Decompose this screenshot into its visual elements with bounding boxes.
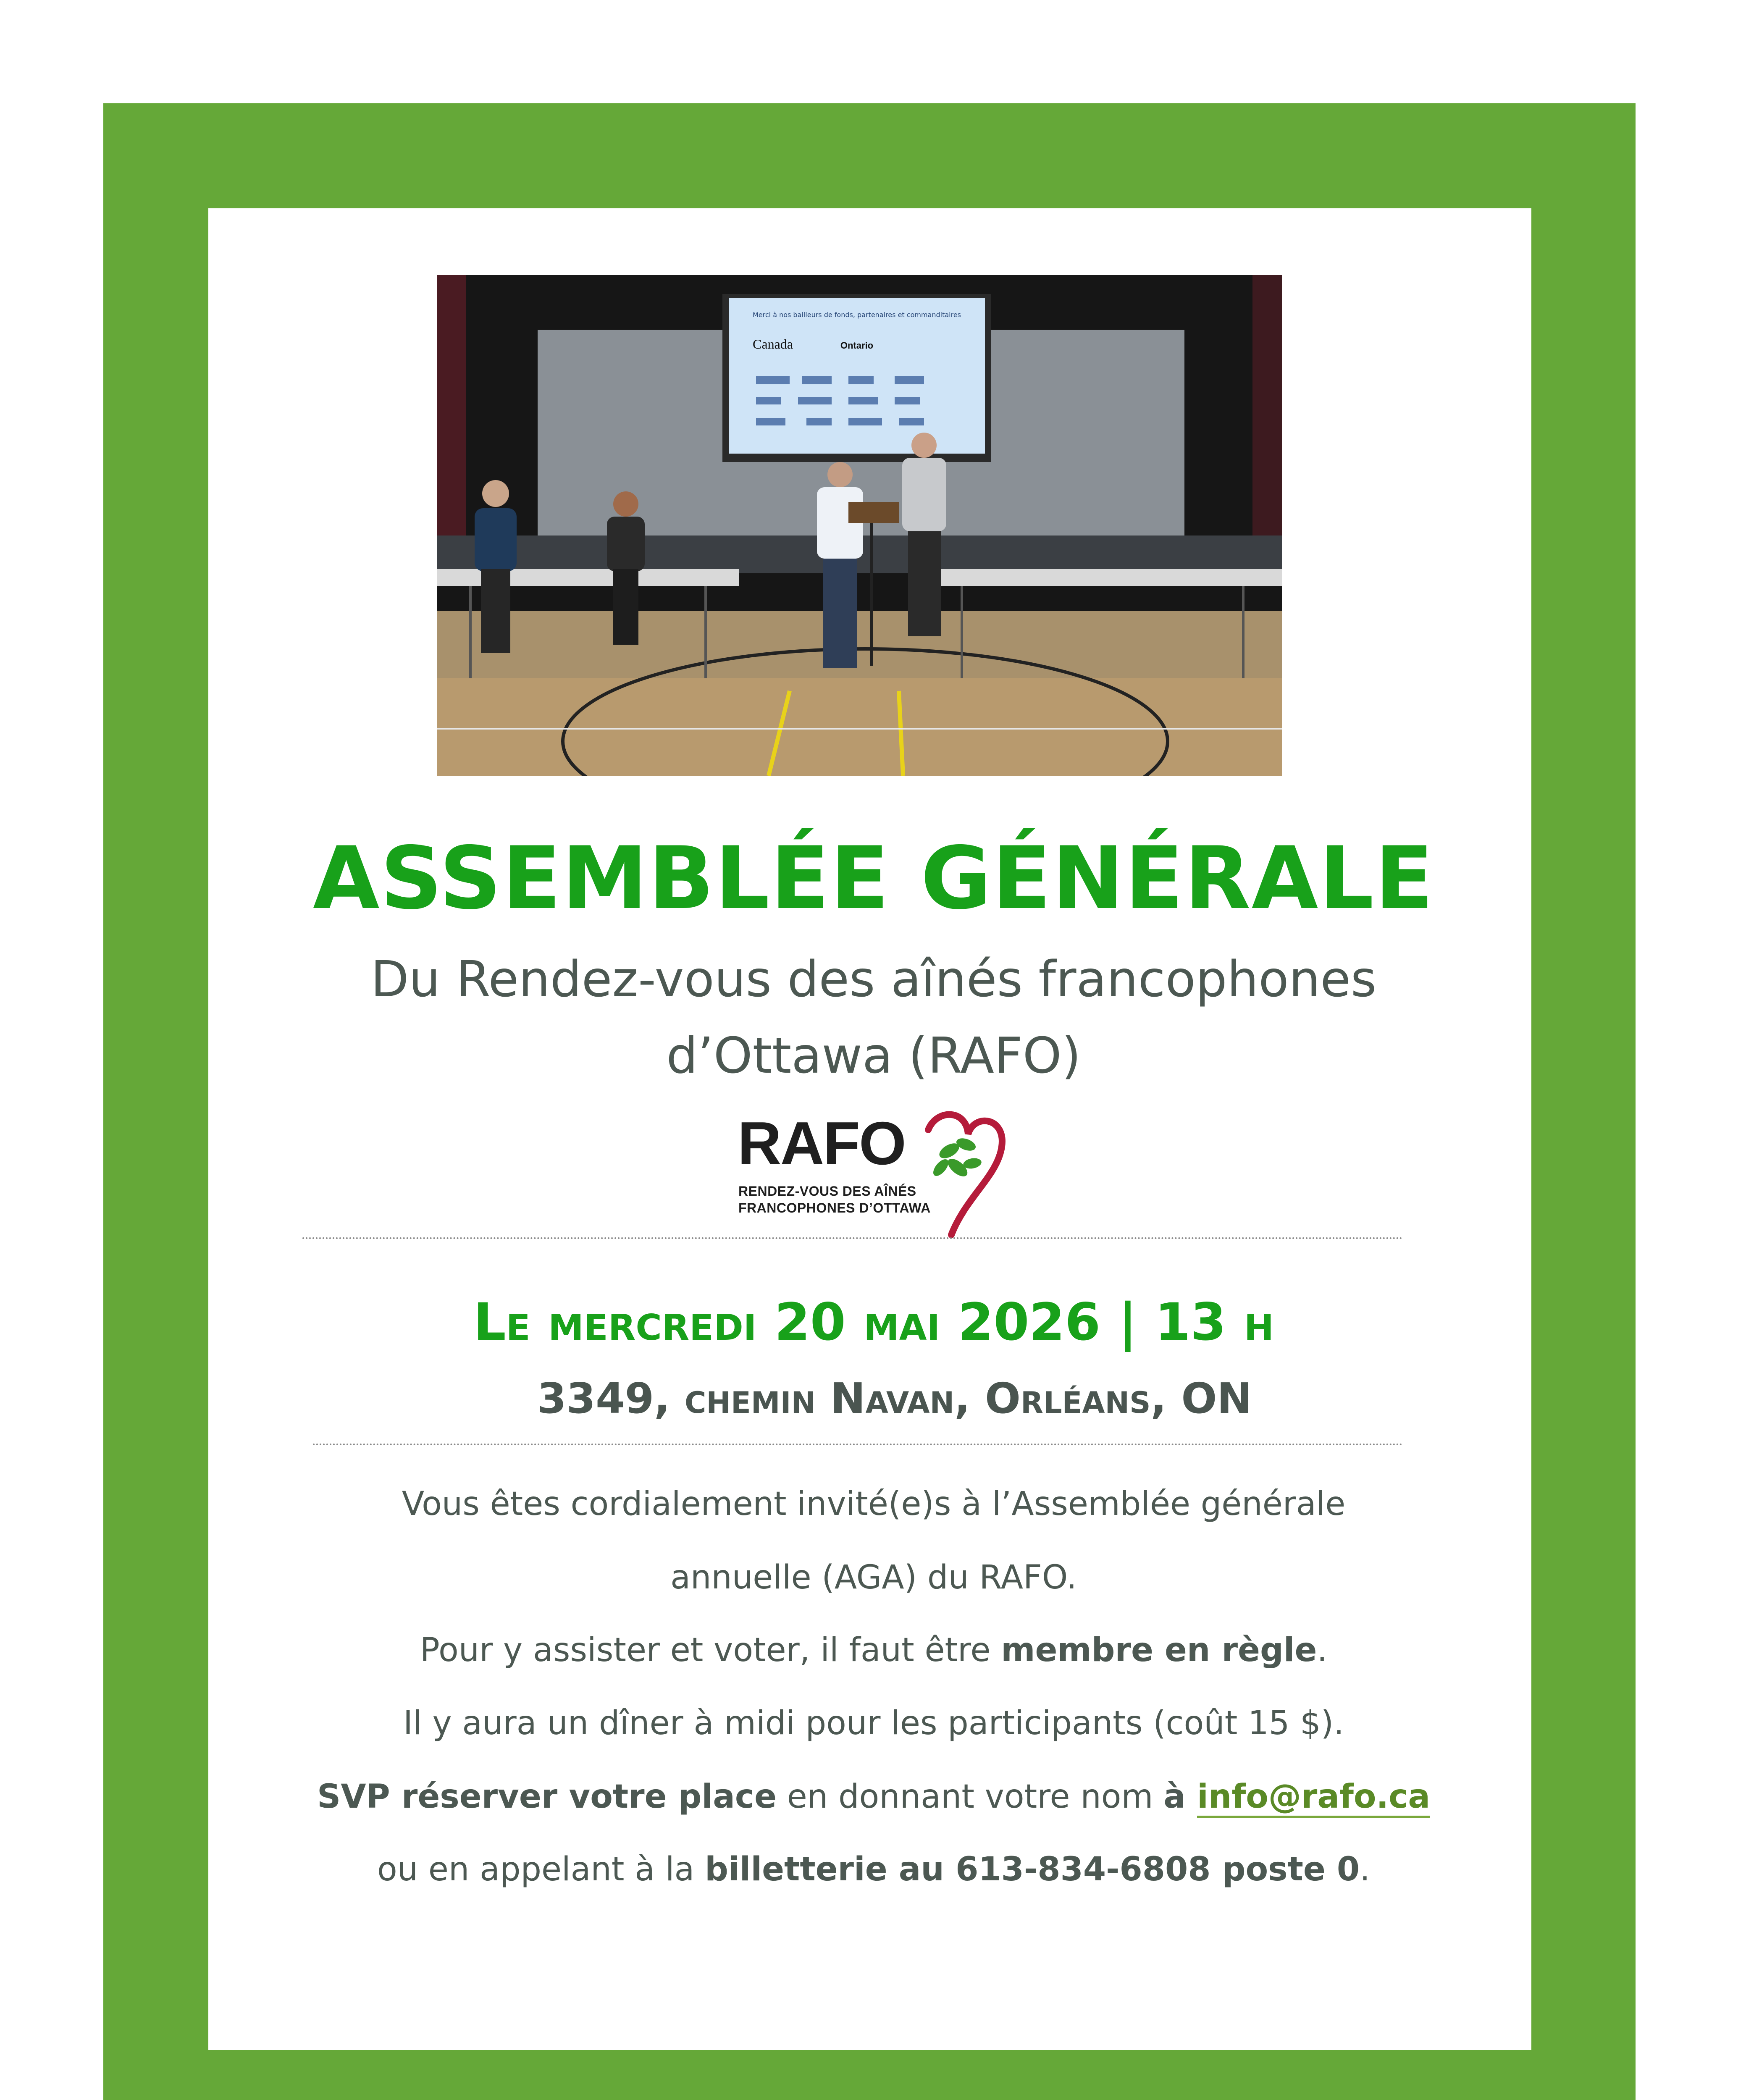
membership-period: .: [1317, 1631, 1328, 1669]
screen-logo-canada: Canada: [753, 336, 793, 352]
page-title: ASSEMBLÉE GÉNÉRALE: [312, 829, 1435, 929]
logo-wordmark: RAFO: [738, 1109, 905, 1177]
phone-text: ou en appelant à la: [377, 1851, 705, 1888]
reserve-text: en donnant votre nom: [777, 1778, 1164, 1816]
phone-bold: billetterie au 613-834-6808 poste 0: [705, 1851, 1360, 1888]
phone-period: .: [1360, 1851, 1370, 1888]
event-date-time: [441, 1292, 1306, 1353]
membership-bold: membre en règle: [1001, 1631, 1317, 1669]
invite-line-1: Vous êtes cordialement invité(e)s à l’Assemblée générale: [402, 1485, 1346, 1523]
logo-tagline-2: FRANCOPHONES D’OTTAWA: [738, 1200, 931, 1215]
event-date: Le mercredi 20 mai 2026: [473, 1292, 1101, 1352]
reserve-a: à: [1163, 1778, 1197, 1816]
date-separator: |: [1118, 1292, 1137, 1352]
phone-line: [260, 1850, 1487, 1890]
rafo-logo: [731, 1105, 1008, 1243]
subtitle-line-1: Du Rendez-vous des aînés francophones: [370, 950, 1377, 1008]
event-time: 13 h: [1155, 1292, 1274, 1352]
subtitle-line-2: d’Ottawa (RAFO): [666, 1026, 1081, 1084]
membership-text: Pour y assister et voter, il faut être: [420, 1631, 1001, 1669]
membership-line: [260, 1631, 1487, 1670]
screen-logo-ontario: Ontario: [840, 340, 874, 351]
event-address: 3349, chemin Navan, Orléans, ON: [537, 1374, 1252, 1423]
reserve-bold: SVP réserver votre place: [317, 1778, 777, 1816]
screen-heading: Merci à nos bailleurs de fonds, partenaires et commanditaires: [752, 311, 961, 319]
reservation-line: [260, 1777, 1487, 1817]
lunch-line: Il y aura un dîner à midi pour les participants (coût 15 $).: [403, 1704, 1344, 1742]
divider-bottom: [313, 1444, 1403, 1445]
subtitle: [294, 941, 1453, 1094]
invite-line-2: annuelle (AGA) du RAFO.: [670, 1559, 1077, 1596]
event-photo: [437, 275, 1282, 776]
heart-leaf-icon: [911, 1105, 1008, 1243]
email-link[interactable]: info@rafo.ca: [1197, 1778, 1430, 1818]
logo-tagline-1: RENDEZ-VOUS DES AÎNÉS: [738, 1184, 916, 1199]
divider-top: [302, 1237, 1403, 1239]
